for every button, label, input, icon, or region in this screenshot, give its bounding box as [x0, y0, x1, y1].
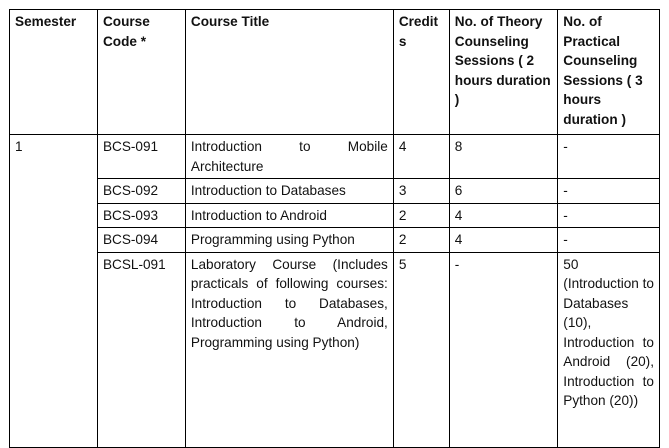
header-theory-sessions: No. of Theory Counseling Sessions ( 2 hours duration ): [449, 10, 558, 135]
theory-sessions-cell: 4: [449, 228, 558, 253]
course-table: [9, 9, 660, 448]
practical-sessions-cell: -: [558, 228, 660, 253]
credits-cell: 2: [393, 228, 449, 253]
header-credits: Credits: [393, 10, 449, 135]
course-title-cell: Introduction to Mobile Architecture: [185, 135, 393, 179]
course-title-cell: Introduction to Android: [185, 203, 393, 228]
course-code-cell: BCS-094: [97, 228, 185, 253]
practical-sessions-cell: -: [558, 203, 660, 228]
header-practical-sessions: No. of Practical Counseling Sessions ( 3 hours duration ): [558, 10, 660, 135]
theory-sessions-cell: 8: [449, 135, 558, 179]
table-row: [10, 135, 660, 179]
credits-cell: 5: [393, 252, 449, 447]
course-code-cell: BCS-091: [97, 135, 185, 179]
practical-sessions-cell: 50 (Introduction to Databases (10), Introduction to Android (20), Introduction to Python (20)): [558, 252, 660, 447]
credits-cell: 3: [393, 179, 449, 204]
header-course-code: Course Code *: [97, 10, 185, 135]
table-row: [10, 203, 660, 228]
practical-sessions-cell: -: [558, 179, 660, 204]
course-title-cell: Laboratory Course (Includes practicals of following courses: Introduction to Databases, Introduction to Android, Programming using Python): [185, 252, 393, 447]
practical-sessions-cell: -: [558, 135, 660, 179]
course-code-cell: BCS-093: [97, 203, 185, 228]
credits-cell: 4: [393, 135, 449, 179]
table-header-row: [10, 10, 660, 135]
header-semester: Semester: [10, 10, 98, 135]
course-title-cell: Programming using Python: [185, 228, 393, 253]
table-row: [10, 228, 660, 253]
table-row: [10, 252, 660, 447]
table-row: [10, 179, 660, 204]
theory-sessions-cell: -: [449, 252, 558, 447]
theory-sessions-cell: 4: [449, 203, 558, 228]
course-title-cell: Introduction to Databases: [185, 179, 393, 204]
header-course-title: Course Title: [185, 10, 393, 135]
course-code-cell: BCSL-091: [97, 252, 185, 447]
course-code-cell: BCS-092: [97, 179, 185, 204]
semester-cell: 1: [10, 135, 98, 448]
credits-cell: 2: [393, 203, 449, 228]
theory-sessions-cell: 6: [449, 179, 558, 204]
